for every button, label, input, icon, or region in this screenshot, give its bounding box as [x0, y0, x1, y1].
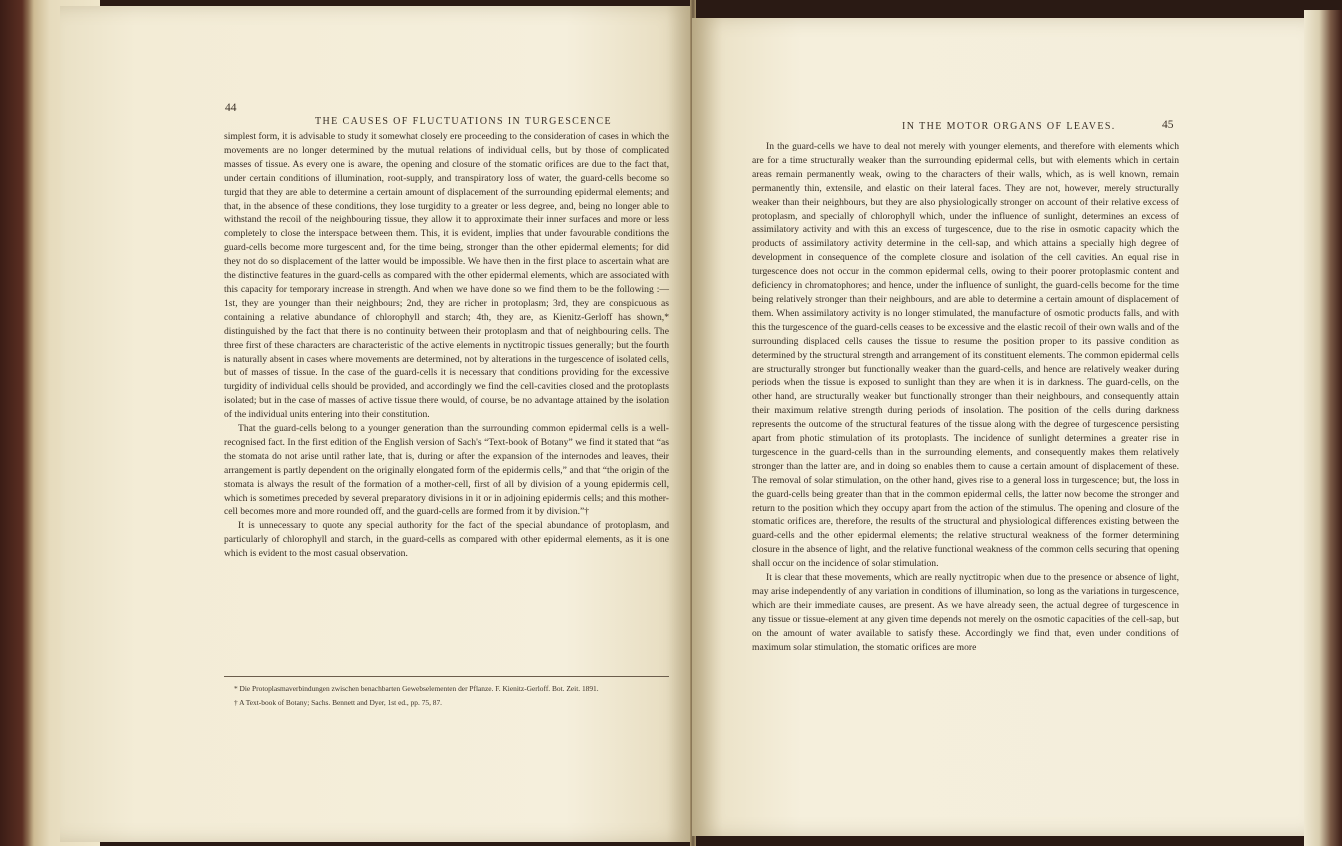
right-paragraph-2: It is clear that these movements, which are really nyctitropic when due to the presence or absence of light, may arise independently of any variation in conditions of illumination, so long as the variations in turgescence, which are their immediate causes, are present. As we have already seen, the actual degree of turgescence in any tissue or tissue-element at any given time depends not merely on the osmotic capacities of the cell-sap, but on the amount of water available to satisfy these. Accordingly we find that, even under conditions of maximum solar stimulation, the stomatic orifices are more — [752, 572, 1179, 653]
right-running-head: IN THE MOTOR ORGANS OF LEAVES. — [902, 121, 1116, 132]
left-body-text — [224, 130, 669, 561]
left-footnotes — [224, 684, 669, 711]
right-paragraph-1: In the guard-cells we have to deal not merely with younger elements, and therefore with elements which are for a time structurally weaker than the surrounding epidermal cells, but with elements which in certain areas remain permanently weak, owing to the characters of their walls, which, as is well known, remain permanently thin, extensile, and elastic on their lateral faces. They are not, however, merely structurally weaker than their neighbours, but they are also physiologically stronger on account of their relative excess of protoplasm, and specially of chlorophyll which, under the influence of sunlight, determines an excess of assimilatory activity and with this an excess of turgescence, due to the rise in osmotic capacity which the products of assimilatory activity determine in the cell-sap, and which attains a specially high degree of development in consequence of the complete closure and isolation of the cell cavities. An equal rise in turgescence does not occur in the common epidermal cells, owing to their poorer protoplasmic content and deficiency in chromatophores; and hence, under the influence of sunlight, the guard-cells become for the time being relatively stronger than their neighbours, and are able to determine a certain amount of displacement of them. When assimilatory activity is no longer stimulated, the manufacture of osmotic products falls, and with this the turgescence of the guard-cells ceases to be excessive and the elastic recoil of their own walls and of the surrounding displaced cells causes the tissue to resume the position proper to its passive condition as determined by the structural strength and arrangement of its constituent elements. The common epidermal cells are structurally stronger but functionally weaker than the guard-cells, and hence are relatively weaker during periods when the tissue is exposed to sunlight than they are when it is in darkness. The guard-cells, on the other hand, are structurally weaker but functionally stronger than their neighbours, and consequently attain their maximum relative strength during periods of insolation. The position of the cells during darkness represents the outcome of the structural features of the tissue along with the degree of turgescence persisting apart from photic stimulation of its protoplasts. The incidence of sunlight determines a greater rise in turgescence in the guard-cells than in the surrounding elements, and consequently makes them relatively stronger than the latter are, and in doing so enables them to cause a certain amount of displacement of these. The removal of solar stimulation, on the other hand, gives rise to a general loss in turgescence; but, the loss in the guard-cells being greater than that in the common epidermal cells, the latter now become the stronger and return to the position which they occupy apart from the action of the stimulus. The opening and closure of the stomatic orifices are, therefore, the results of the structural and physiological differences existing between the guard-cells and the other epidermal elements; the relative structural weakness of the former determining closure in the absence of light, and the relative functional weakness of the common cells securing that opening shall occur on the incidence of solar stimulation. — [752, 141, 1179, 570]
footnote-2: † A Text-book of Botany; Sachs. Bennett and Dyer, 1st ed., pp. 75, 87. — [234, 697, 443, 707]
left-paragraph-1: simplest form, it is advisable to study it somewhat closely ere proceeding to the consideration of cases in which the movements are no longer determined by the mutual relations of individual cells, but by those of complicated masses of tissue. As every one is aware, the opening and closure of the stomatic orifices are due to the fact that, under certain conditions of illumination, root-supply, and transpiratory loss of water, the guard-cells become so turgid that they are able to determine a certain amount of displacement of the surrounding epidermal elements; and that, in the absence of these conditions, they lose turgidity to a greater or less degree, and, being no longer able to withstand the recoil of the neighbouring tissue, they allow it to approximate their inner surfaces and more or less completely to close the interspace between them. This, it is evident, implies that under favourable conditions the guard-cells become more turgescent and, for the time being, stronger than the other epidermal elements; for did they not do so displacement of the latter would be impossible. We have then in the first place to ascertain what are the distinctive features in the guard-cells as compared with the other epidermal elements, which are associated with this capacity for temporary increase in strength. And when we have done so we find them to be the following :—1st, they are younger than their neighbours; 2nd, they are richer in protoplasm; 3rd, they are conspicuous as containing a relative abundance of chlorophyll and starch; 4th, they are, as Kienitz-Gerloff has shown,* distinguished by the fact that there is no continuity between their protoplasm and that of neighbouring cells. The three first of these characters are characteristic of the active elements in nyctitropic tissues generally; but the fourth is naturally absent in cases where movements are determined, not by alterations in the turgescence of isolated cells, but of masses of tissue. In the case of the guard-cells it is necessary that conditions providing for the excessive turgidity of individual cells should be provided, and accordingly we find the cell-cavities closed and the protoplasts isolated; but in the case of masses of active tissue there would, of course, be no advantage attained by the isolation of the individual units entering into their constitution. — [224, 131, 669, 421]
left-paragraph-2: That the guard-cells belong to a younger generation than the surrounding common epidermal cells is a well-recognised fact. In the first edition of the English version of Sach's “Text-book of Botany” we find it stated that “as the stomata do not arise until rather late, that is, during or after the expansion of the internodes and leaves, their arrangement is partly dependent on the originally elongated form of the epidermis cells,” and that “the origin of the stomata is always the result of the formation of a mother-cell, first of all by division of a young epidermis cell, which is sometimes preceded by several preparatory divisions in it or in adjoining epidermis cells; and this mother-cell becomes more and more rounded off, and the guard-cells are formed from it by division.”† — [224, 423, 669, 518]
left-running-head: THE CAUSES OF FLUCTUATIONS IN TURGESCENCE — [315, 116, 612, 127]
right-page-number: 45 — [1162, 119, 1174, 131]
left-page-number: 44 — [225, 102, 237, 114]
right-page-edges — [1304, 10, 1342, 846]
footnote-1: * Die Protoplasmaverbindungen zwischen benachbarten Gewebselementen der Pflanze. F. Kienitz-Gerloff. Bot. Zeit. 1891. — [234, 684, 599, 693]
right-body-text — [752, 140, 1179, 655]
left-paragraph-3: It is unnecessary to quote any special authority for the fact of the special abundance of protoplasm, and particularly of chlorophyll and starch, in the guard-cells as compared with other epidermal elements, as it is one which is evident to the most casual observation. — [224, 520, 669, 560]
footnote-rule — [224, 676, 669, 677]
